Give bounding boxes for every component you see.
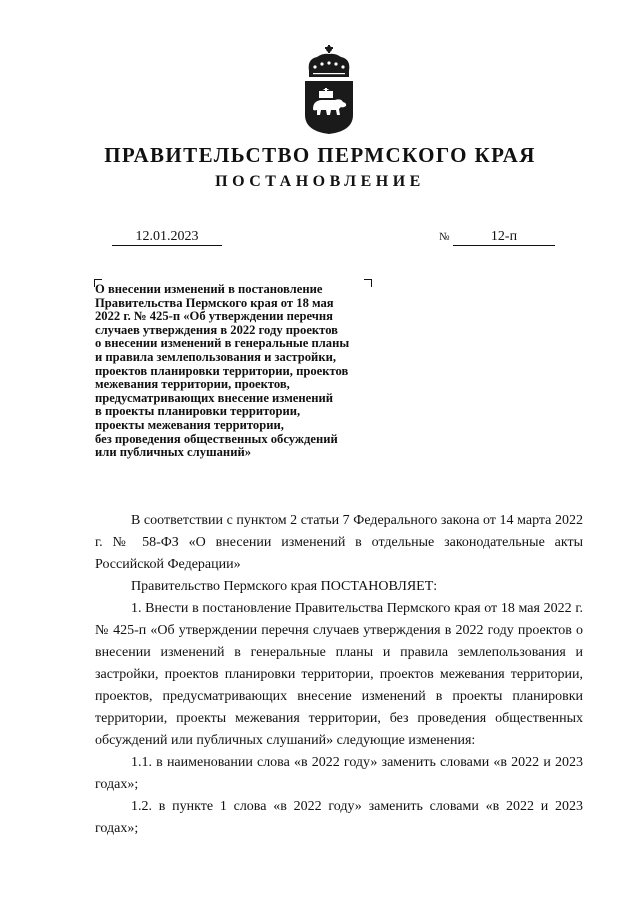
subject-line: проекты межевания территории, <box>95 417 284 432</box>
subject-line: предусматривающих внесение изменений <box>95 390 333 405</box>
subject-line: межевания территории, проектов, <box>95 377 290 392</box>
body-paragraph: 1.1. в наименовании слова «в 2022 году» заменить словами «в 2022 и 2023 годах»; <box>95 755 583 792</box>
document-date: 12.01.2023 <box>112 229 222 246</box>
subject-line: Правительства Пермского края от 18 мая <box>95 295 334 310</box>
number-sign: № <box>439 231 450 243</box>
subject-line: или публичных слушаний» <box>95 445 252 460</box>
body-paragraph: 1. Внести в постановление Правительства Пермского края от 18 мая 2022 г. № 425-п «Об утверждении перечня случаев утверждения в 2022 году проектов о внесении изменений в генеральные планы и правила землепользования и застройки, проектов планировки территории, проектов межевания территории, проектов, предусматривающих внесение изменений в проекты планировки территории, проекты межевания территории, без проведения общественных обсуждений или публичных слушаний» следующие изменения: <box>95 601 583 748</box>
body-paragraph: 1.2. в пункте 1 слова «в 2022 году» заменить словами «в 2022 и 2023 годах»; <box>95 799 583 836</box>
document-number-field <box>439 229 555 246</box>
body-paragraph: Правительство Пермского края ПОСТАНОВЛЯЕТ: <box>131 579 438 594</box>
subject-line: проектов планировки территории, проектов <box>95 363 349 378</box>
document-body <box>95 510 583 840</box>
subject-line: о внесении изменений в генеральные планы <box>95 336 350 351</box>
organization-title: ПРАВИТЕЛЬСТВО ПЕРМСКОГО КРАЯ <box>104 143 536 167</box>
body-paragraph: В соответствии с пунктом 2 статьи 7 Федерального закона от 14 марта 2022 г. № 58-ФЗ «О внесении изменений в отдельные законодательные акты Российской Федерации» <box>95 513 583 572</box>
subject-line: 2022 г. № 425-п «Об утверждении перечня <box>95 309 333 324</box>
coat-of-arms-icon <box>301 43 357 135</box>
document-number: 12-п <box>453 229 555 246</box>
subject-line: без проведения общественных обсуждений <box>95 431 338 446</box>
document-type: ПОСТАНОВЛЕНИЕ <box>215 173 425 190</box>
subject-line: в проекты планировки территории, <box>95 404 301 419</box>
document-subject <box>95 283 385 460</box>
subject-line: и правила землепользования и застройки, <box>95 349 336 364</box>
subject-line: О внесении изменений в постановление <box>95 282 323 296</box>
subject-line: случаев утверждения в 2022 году проектов <box>95 322 338 337</box>
